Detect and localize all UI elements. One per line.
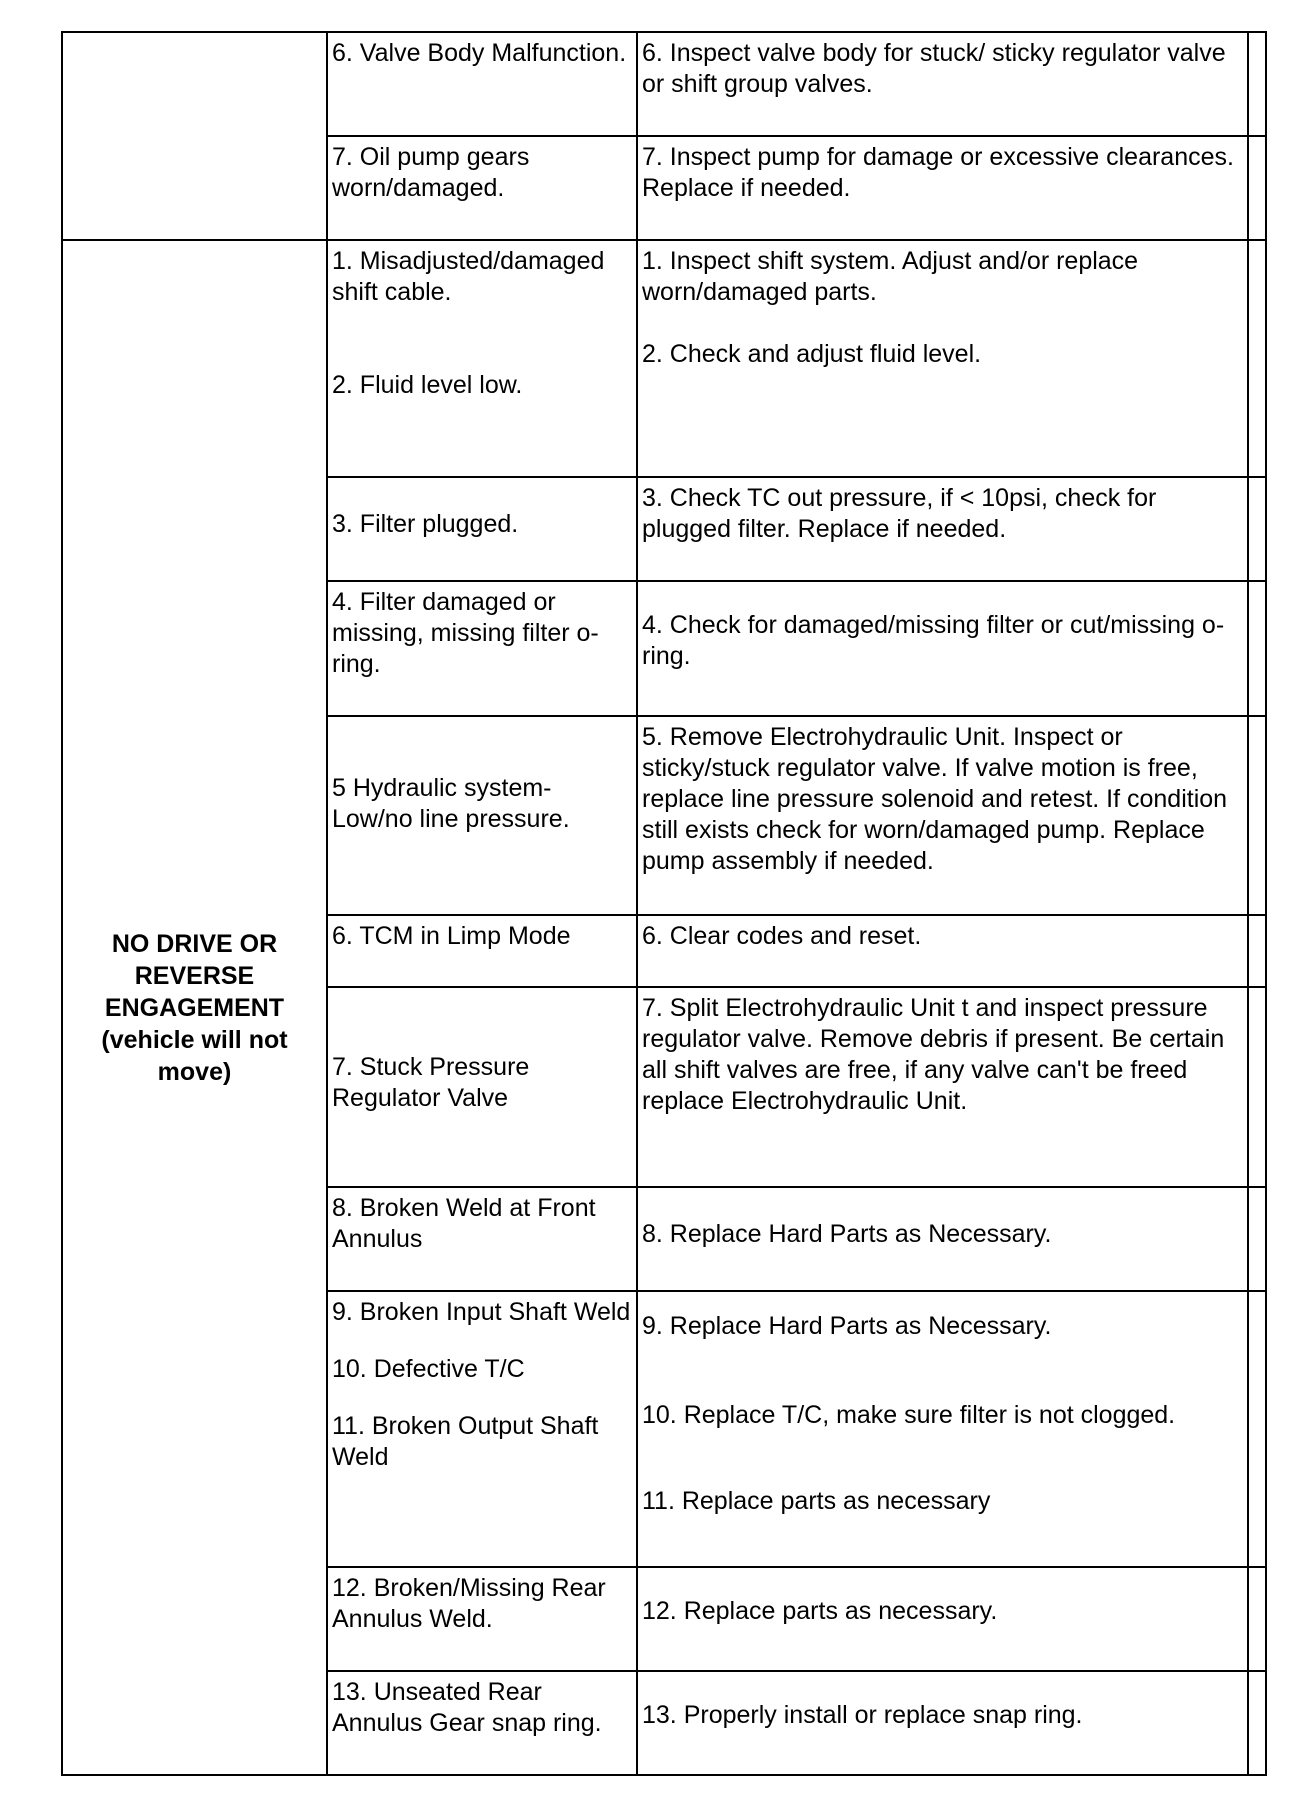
symptom-cell-empty (62, 32, 327, 240)
action-cell: 13. Properly install or replace snap ring. (637, 1671, 1248, 1775)
cause-cell (327, 1291, 637, 1567)
action-item: 9. Replace Hard Parts as Necessary. (642, 1312, 1052, 1340)
cause-cell: 7. Oil pump gears worn/damaged. (327, 136, 637, 240)
check-cell (1248, 1671, 1266, 1775)
cause-item: 2. Fluid level low. (332, 371, 523, 399)
table-row (62, 32, 1266, 136)
check-cell (1248, 987, 1266, 1187)
action-item: 11. Replace parts as necessary (642, 1487, 991, 1515)
check-cell (1248, 716, 1266, 915)
cause-cell: 4. Filter damaged or missing, missing filter o-ring. (327, 581, 637, 716)
action-cell: 7. Split Electrohydraulic Unit t and inspect pressure regulator valve. Remove debris if present. Be certain all shift valves are free, if any valve can't be freed replace Electrohydraulic Unit. (637, 987, 1248, 1187)
action-cell: 6. Clear codes and reset. (637, 915, 1248, 987)
cause-cell: 6. TCM in Limp Mode (327, 915, 637, 987)
action-cell: 4. Check for damaged/missing filter or cut/missing o-ring. (637, 581, 1248, 716)
action-cell: 5. Remove Electrohydraulic Unit. Inspect or sticky/stuck regulator valve. If valve motion is free, replace line pressure solenoid and retest. If condition still exists check for worn/damaged pump. Replace pump assembly if needed. (637, 716, 1248, 915)
action-item: 1. Inspect shift system. Adjust and/or replace worn/damaged parts. (642, 247, 1139, 306)
cause-item: 9. Broken Input Shaft Weld (332, 1298, 631, 1326)
check-cell (1248, 1187, 1266, 1291)
cause-cell: 8. Broken Weld at Front Annulus (327, 1187, 637, 1291)
action-cell: 12. Replace parts as necessary. (637, 1567, 1248, 1671)
action-item: 10. Replace T/C, make sure filter is not clogged. (642, 1401, 1176, 1429)
check-cell (1248, 477, 1266, 581)
cause-item: 10. Defective T/C (332, 1355, 525, 1383)
cause-cell (327, 240, 637, 477)
check-cell (1248, 581, 1266, 716)
cause-cell: 5 Hydraulic system- Low/no line pressure. (327, 716, 637, 915)
action-cell: 7. Inspect pump for damage or excessive clearances. Replace if needed. (637, 136, 1248, 240)
cause-item: 1. Misadjusted/damaged shift cable. (332, 247, 605, 306)
action-cell (637, 1291, 1248, 1567)
cause-cell: 6. Valve Body Malfunction. (327, 32, 637, 136)
table-row (62, 240, 1266, 477)
action-cell: 3. Check TC out pressure, if < 10psi, check for plugged filter. Replace if needed. (637, 477, 1248, 581)
troubleshooting-table (61, 31, 1267, 1776)
cause-item: 11. Broken Output Shaft Weld (332, 1412, 599, 1471)
cause-cell: 13. Unseated Rear Annulus Gear snap ring. (327, 1671, 637, 1775)
check-cell (1248, 1567, 1266, 1671)
cause-cell: 3. Filter plugged. (327, 477, 637, 581)
check-cell (1248, 1291, 1266, 1567)
action-cell (637, 240, 1248, 477)
check-cell (1248, 136, 1266, 240)
action-cell: 8. Replace Hard Parts as Necessary. (637, 1187, 1248, 1291)
action-item: 2. Check and adjust fluid level. (642, 340, 982, 368)
cause-cell: 12. Broken/Missing Rear Annulus Weld. (327, 1567, 637, 1671)
check-cell (1248, 915, 1266, 987)
symptom-cell: NO DRIVE OR REVERSE ENGAGEMENT (vehicle will not move) (62, 240, 327, 1775)
check-cell (1248, 240, 1266, 477)
check-cell (1248, 32, 1266, 136)
action-cell: 6. Inspect valve body for stuck/ sticky regulator valve or shift group valves. (637, 32, 1248, 136)
cause-cell: 7. Stuck Pressure Regulator Valve (327, 987, 637, 1187)
